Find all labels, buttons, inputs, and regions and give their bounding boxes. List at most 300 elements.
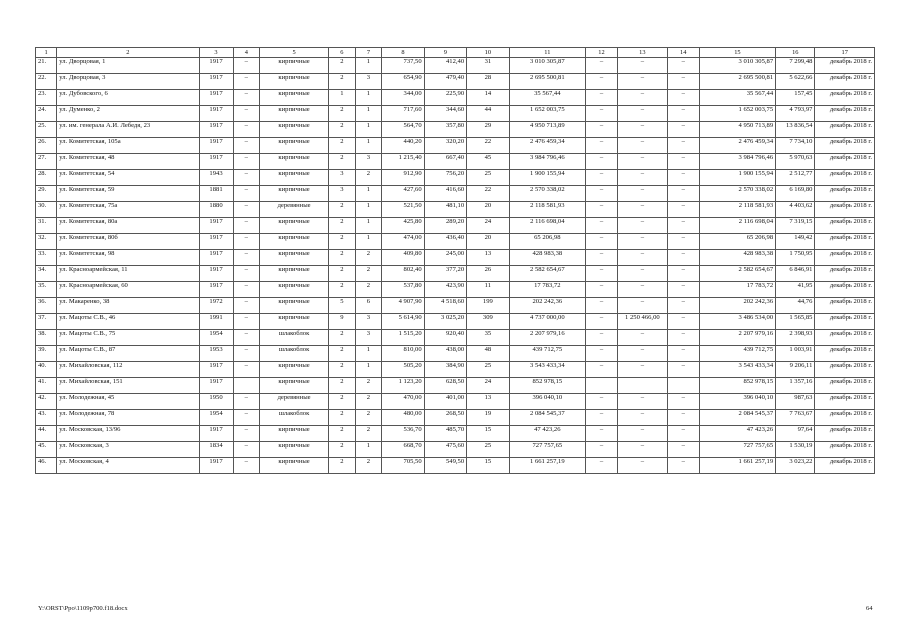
cell-floors: 2: [329, 426, 356, 442]
cell-cost-per-m2: 987,63: [776, 394, 815, 410]
cell-year-built: 1917: [199, 458, 233, 474]
footer-file-path: Y:\ORST\Ppo\1109p700.f18.docx: [38, 605, 128, 612]
cell-entrances: 2: [355, 410, 382, 426]
cell-col-12: –: [586, 138, 618, 154]
cell-entrances: 3: [355, 330, 382, 346]
cell-deadline: декабрь 2018 г.: [815, 202, 875, 218]
cell-total-area: 668,70: [382, 442, 424, 458]
cell-total-cost: 202 242,36: [509, 298, 585, 314]
cell-cost-remaining: 65 206,98: [699, 234, 775, 250]
cell-cost-per-m2: 4 793,97: [776, 106, 815, 122]
cell-floors: 2: [329, 138, 356, 154]
column-number-cell: 11: [509, 48, 585, 58]
cell-col-12: –: [586, 330, 618, 346]
cell-year-built: 1917: [199, 282, 233, 298]
cell-living-area: 289,20: [424, 218, 466, 234]
cell-living-area: 436,40: [424, 234, 466, 250]
cell-col-12: –: [586, 122, 618, 138]
cell-col-13: –: [617, 458, 667, 474]
column-number-cell: 1: [36, 48, 57, 58]
cell-cost-remaining: 17 783,72: [699, 282, 775, 298]
cell-cost-remaining: 3 543 433,34: [699, 362, 775, 378]
cell-col-13: 1 250 466,00: [617, 314, 667, 330]
cell-address: ул. Московская, 13/96: [57, 426, 199, 442]
cell-cost-per-m2: 7 763,67: [776, 410, 815, 426]
cell-cost-per-m2: 1 530,19: [776, 442, 815, 458]
cell-col-4: –: [233, 362, 260, 378]
cell-floors: 2: [329, 458, 356, 474]
table-row: [36, 442, 875, 458]
cell-address: ул. Михайловская, 151: [57, 378, 199, 394]
cell-row-number: 45.: [36, 442, 57, 458]
cell-year-built: 1917: [199, 58, 233, 74]
column-number-cell: 15: [699, 48, 775, 58]
cell-entrances: 3: [355, 154, 382, 170]
cell-entrances: 2: [355, 282, 382, 298]
cell-entrances: 1: [355, 186, 382, 202]
cell-residents: 48: [467, 346, 509, 362]
cell-wall-material: кирпичные: [260, 74, 329, 90]
cell-col-14: –: [667, 458, 699, 474]
cell-living-area: 481,10: [424, 202, 466, 218]
cell-cost-remaining: 439 712,75: [699, 346, 775, 362]
cell-col-13: –: [617, 58, 667, 74]
cell-row-number: 40.: [36, 362, 57, 378]
cell-living-area: 3 025,20: [424, 314, 466, 330]
cell-year-built: 1917: [199, 90, 233, 106]
cell-entrances: 1: [355, 58, 382, 74]
cell-col-13: –: [617, 170, 667, 186]
cell-total-cost: 2 116 698,04: [509, 218, 585, 234]
cell-deadline: декабрь 2018 г.: [815, 346, 875, 362]
cell-cost-per-m2: 6 169,80: [776, 186, 815, 202]
cell-wall-material: кирпичные: [260, 250, 329, 266]
cell-year-built: 1943: [199, 170, 233, 186]
cell-floors: 2: [329, 106, 356, 122]
cell-col-13: –: [617, 298, 667, 314]
cell-address: ул. Московская, 4: [57, 458, 199, 474]
cell-address: ул. Комитетская, 98: [57, 250, 199, 266]
cell-deadline: декабрь 2018 г.: [815, 362, 875, 378]
cell-total-area: 344,00: [382, 90, 424, 106]
cell-address: ул. Красноармейская, 11: [57, 266, 199, 282]
cell-cost-per-m2: 7 319,15: [776, 218, 815, 234]
page-number: 64: [866, 605, 873, 612]
cell-residents: 25: [467, 442, 509, 458]
cell-col-4: –: [233, 266, 260, 282]
cell-residents: 44: [467, 106, 509, 122]
cell-living-area: 756,20: [424, 170, 466, 186]
cell-wall-material: кирпичные: [260, 90, 329, 106]
cell-entrances: 2: [355, 394, 382, 410]
cell-col-13: –: [617, 90, 667, 106]
cell-residents: 19: [467, 410, 509, 426]
cell-total-area: 5 614,90: [382, 314, 424, 330]
cell-row-number: 41.: [36, 378, 57, 394]
cell-col-13: –: [617, 426, 667, 442]
cell-floors: 2: [329, 58, 356, 74]
cell-col-4: –: [233, 218, 260, 234]
cell-deadline: декабрь 2018 г.: [815, 378, 875, 394]
cell-address: ул. Московская, 3: [57, 442, 199, 458]
cell-residents: 25: [467, 362, 509, 378]
cell-total-area: 1 123,20: [382, 378, 424, 394]
table-row: [36, 458, 875, 474]
cell-cost-remaining: 428 983,38: [699, 250, 775, 266]
cell-col-13: –: [617, 346, 667, 362]
cell-deadline: декабрь 2018 г.: [815, 410, 875, 426]
cell-row-number: 27.: [36, 154, 57, 170]
cell-wall-material: кирпичные: [260, 234, 329, 250]
cell-residents: 20: [467, 202, 509, 218]
cell-cost-per-m2: 4 403,62: [776, 202, 815, 218]
cell-col-13: –: [617, 362, 667, 378]
cell-total-area: 427,60: [382, 186, 424, 202]
cell-total-cost: 17 783,72: [509, 282, 585, 298]
cell-address: ул. Комитетская, 80а: [57, 218, 199, 234]
cell-address: ул. Молодежная, 78: [57, 410, 199, 426]
table-row: [36, 394, 875, 410]
cell-year-built: 1917: [199, 426, 233, 442]
column-number-cell: 8: [382, 48, 424, 58]
cell-cost-remaining: 202 242,36: [699, 298, 775, 314]
table-row: [36, 426, 875, 442]
cell-deadline: декабрь 2018 г.: [815, 282, 875, 298]
cell-living-area: 667,40: [424, 154, 466, 170]
table-row: [36, 154, 875, 170]
cell-col-14: –: [667, 58, 699, 74]
cell-residents: 11: [467, 282, 509, 298]
cell-col-12: –: [586, 186, 618, 202]
cell-residents: 199: [467, 298, 509, 314]
cell-residents: 45: [467, 154, 509, 170]
cell-col-14: –: [667, 266, 699, 282]
cell-living-area: 384,90: [424, 362, 466, 378]
cell-cost-per-m2: 9 206,11: [776, 362, 815, 378]
cell-wall-material: кирпичные: [260, 154, 329, 170]
table-row: [36, 218, 875, 234]
cell-deadline: декабрь 2018 г.: [815, 298, 875, 314]
cell-col-12: –: [586, 266, 618, 282]
cell-entrances: 1: [355, 138, 382, 154]
cell-floors: 2: [329, 442, 356, 458]
cell-living-area: 485,70: [424, 426, 466, 442]
cell-wall-material: кирпичные: [260, 362, 329, 378]
cell-col-12: [586, 378, 618, 394]
cell-total-area: 440,20: [382, 138, 424, 154]
cell-col-12: –: [586, 282, 618, 298]
cell-address: ул. Молодежная, 45: [57, 394, 199, 410]
column-number-row: [36, 48, 875, 58]
cell-row-number: 39.: [36, 346, 57, 362]
cell-address: ул. Дворцовая, 1: [57, 58, 199, 74]
cell-cost-per-m2: 3 023,22: [776, 458, 815, 474]
cell-col-13: –: [617, 154, 667, 170]
cell-col-14: –: [667, 426, 699, 442]
table-row: [36, 378, 875, 394]
column-number-cell: 9: [424, 48, 466, 58]
cell-deadline: декабрь 2018 г.: [815, 154, 875, 170]
column-number-cell: 16: [776, 48, 815, 58]
table-row: [36, 298, 875, 314]
cell-col-13: –: [617, 282, 667, 298]
cell-total-cost: 852 978,15: [509, 378, 585, 394]
cell-residents: 22: [467, 186, 509, 202]
cell-col-12: –: [586, 394, 618, 410]
cell-col-4: –: [233, 346, 260, 362]
cell-cost-per-m2: 7 734,10: [776, 138, 815, 154]
cell-year-built: 1917: [199, 234, 233, 250]
cell-total-area: 654,90: [382, 74, 424, 90]
cell-cost-remaining: 1 652 003,75: [699, 106, 775, 122]
cell-col-14: –: [667, 74, 699, 90]
cell-cost-per-m2: 13 836,54: [776, 122, 815, 138]
cell-col-4: –: [233, 58, 260, 74]
cell-year-built: 1881: [199, 186, 233, 202]
cell-wall-material: кирпичные: [260, 298, 329, 314]
cell-cost-remaining: 2 116 698,04: [699, 218, 775, 234]
cell-col-13: –: [617, 74, 667, 90]
cell-floors: 2: [329, 218, 356, 234]
table-row: [36, 250, 875, 266]
cell-col-13: –: [617, 250, 667, 266]
cell-row-number: 34.: [36, 266, 57, 282]
cell-col-14: –: [667, 362, 699, 378]
cell-living-area: 479,40: [424, 74, 466, 90]
cell-floors: 2: [329, 282, 356, 298]
cell-entrances: 2: [355, 266, 382, 282]
cell-floors: 2: [329, 410, 356, 426]
cell-col-12: –: [586, 170, 618, 186]
cell-col-4: –: [233, 202, 260, 218]
cell-col-13: –: [617, 186, 667, 202]
cell-col-12: –: [586, 298, 618, 314]
cell-total-cost: 396 040,10: [509, 394, 585, 410]
cell-floors: 2: [329, 378, 356, 394]
cell-total-area: 521,50: [382, 202, 424, 218]
cell-col-14: –: [667, 330, 699, 346]
cell-row-number: 44.: [36, 426, 57, 442]
cell-residents: 20: [467, 234, 509, 250]
cell-row-number: 31.: [36, 218, 57, 234]
cell-col-12: –: [586, 410, 618, 426]
table-row: [36, 170, 875, 186]
cell-total-cost: 35 567,44: [509, 90, 585, 106]
cell-living-area: 344,60: [424, 106, 466, 122]
cell-floors: 2: [329, 122, 356, 138]
cell-residents: 309: [467, 314, 509, 330]
cell-row-number: 23.: [36, 90, 57, 106]
cell-total-area: 536,70: [382, 426, 424, 442]
cell-entrances: 6: [355, 298, 382, 314]
cell-deadline: декабрь 2018 г.: [815, 234, 875, 250]
cell-col-4: –: [233, 458, 260, 474]
cell-entrances: 2: [355, 170, 382, 186]
cell-residents: 15: [467, 426, 509, 442]
cell-row-number: 37.: [36, 314, 57, 330]
cell-col-14: –: [667, 314, 699, 330]
cell-total-area: 425,80: [382, 218, 424, 234]
cell-total-area: 705,50: [382, 458, 424, 474]
cell-row-number: 24.: [36, 106, 57, 122]
cell-address: ул. им. генерала А.И. Лебедя, 23: [57, 122, 199, 138]
table-row: [36, 106, 875, 122]
cell-col-12: –: [586, 250, 618, 266]
cell-total-area: 474,00: [382, 234, 424, 250]
cell-entrances: 3: [355, 74, 382, 90]
cell-deadline: декабрь 2018 г.: [815, 394, 875, 410]
cell-col-12: –: [586, 90, 618, 106]
cell-living-area: 549,50: [424, 458, 466, 474]
cell-col-4: –: [233, 138, 260, 154]
cell-address: ул. Комитетская, 59: [57, 186, 199, 202]
cell-cost-remaining: 3 984 796,46: [699, 154, 775, 170]
cell-col-14: –: [667, 170, 699, 186]
cell-wall-material: кирпичные: [260, 266, 329, 282]
cell-row-number: 43.: [36, 410, 57, 426]
cell-total-area: 737,50: [382, 58, 424, 74]
table-row: [36, 410, 875, 426]
cell-total-area: 505,20: [382, 362, 424, 378]
cell-year-built: 1954: [199, 330, 233, 346]
column-number-cell: 4: [233, 48, 260, 58]
cell-cost-remaining: 35 567,44: [699, 90, 775, 106]
cell-deadline: декабрь 2018 г.: [815, 218, 875, 234]
table-row: [36, 266, 875, 282]
cell-col-14: –: [667, 250, 699, 266]
cell-floors: 9: [329, 314, 356, 330]
column-number-cell: 6: [329, 48, 356, 58]
cell-cost-per-m2: 6 846,91: [776, 266, 815, 282]
cell-row-number: 46.: [36, 458, 57, 474]
cell-col-13: –: [617, 266, 667, 282]
cell-deadline: декабрь 2018 г.: [815, 90, 875, 106]
cell-year-built: 1917: [199, 362, 233, 378]
cell-wall-material: деревянные: [260, 394, 329, 410]
cell-cost-per-m2: 41,95: [776, 282, 815, 298]
cell-col-12: –: [586, 74, 618, 90]
cell-row-number: 32.: [36, 234, 57, 250]
cell-year-built: 1917: [199, 218, 233, 234]
cell-deadline: декабрь 2018 г.: [815, 442, 875, 458]
cell-entrances: 2: [355, 426, 382, 442]
cell-entrances: 1: [355, 218, 382, 234]
cell-living-area: 412,40: [424, 58, 466, 74]
cell-residents: 24: [467, 378, 509, 394]
cell-total-cost: 2 118 581,93: [509, 202, 585, 218]
cell-floors: 2: [329, 250, 356, 266]
cell-living-area: 320,20: [424, 138, 466, 154]
cell-cost-per-m2: 7 299,48: [776, 58, 815, 74]
cell-col-4: –: [233, 234, 260, 250]
table-row: [36, 346, 875, 362]
cell-total-area: 1 515,20: [382, 330, 424, 346]
table-row: [36, 314, 875, 330]
cell-wall-material: кирпичные: [260, 458, 329, 474]
cell-col-4: –: [233, 314, 260, 330]
cell-living-area: 438,00: [424, 346, 466, 362]
cell-cost-remaining: 2 476 459,34: [699, 138, 775, 154]
cell-entrances: 1: [355, 90, 382, 106]
cell-residents: 29: [467, 122, 509, 138]
cell-col-4: –: [233, 90, 260, 106]
cell-deadline: декабрь 2018 г.: [815, 122, 875, 138]
cell-deadline: декабрь 2018 г.: [815, 106, 875, 122]
column-number-cell: 12: [586, 48, 618, 58]
cell-col-14: –: [667, 410, 699, 426]
cell-residents: 31: [467, 58, 509, 74]
cell-floors: 2: [329, 234, 356, 250]
cell-cost-remaining: 396 040,10: [699, 394, 775, 410]
table-row: [36, 90, 875, 106]
cell-address: ул. Комитетская, 54: [57, 170, 199, 186]
cell-row-number: 33.: [36, 250, 57, 266]
cell-col-4: –: [233, 186, 260, 202]
cell-cost-per-m2: 1 565,85: [776, 314, 815, 330]
cell-residents: 35: [467, 330, 509, 346]
cell-deadline: декабрь 2018 г.: [815, 330, 875, 346]
cell-wall-material: кирпичные: [260, 58, 329, 74]
column-number-cell: 10: [467, 48, 509, 58]
cell-entrances: 2: [355, 250, 382, 266]
cell-residents: 13: [467, 394, 509, 410]
cell-total-cost: 4 950 713,89: [509, 122, 585, 138]
cell-col-14: –: [667, 282, 699, 298]
cell-col-13: –: [617, 106, 667, 122]
cell-cost-per-m2: 5 622,66: [776, 74, 815, 90]
cell-cost-per-m2: 1 750,95: [776, 250, 815, 266]
cell-wall-material: кирпичные: [260, 186, 329, 202]
cell-row-number: 21.: [36, 58, 57, 74]
register-table: [35, 47, 875, 474]
cell-entrances: 1: [355, 442, 382, 458]
column-number-cell: 3: [199, 48, 233, 58]
cell-col-14: –: [667, 106, 699, 122]
cell-col-14: –: [667, 90, 699, 106]
cell-total-area: 4 907,90: [382, 298, 424, 314]
cell-wall-material: шлакоблок: [260, 330, 329, 346]
cell-col-14: –: [667, 442, 699, 458]
cell-col-12: –: [586, 58, 618, 74]
cell-year-built: 1954: [199, 410, 233, 426]
cell-col-12: –: [586, 106, 618, 122]
cell-cost-per-m2: 1 357,16: [776, 378, 815, 394]
cell-col-12: –: [586, 314, 618, 330]
cell-col-14: –: [667, 122, 699, 138]
cell-wall-material: кирпичные: [260, 314, 329, 330]
cell-cost-remaining: 852 978,15: [699, 378, 775, 394]
cell-cost-remaining: 2 084 545,37: [699, 410, 775, 426]
cell-cost-remaining: 2 582 654,67: [699, 266, 775, 282]
cell-total-area: 802,40: [382, 266, 424, 282]
cell-residents: 22: [467, 138, 509, 154]
cell-col-4: –: [233, 106, 260, 122]
cell-living-area: 268,50: [424, 410, 466, 426]
cell-col-4: –: [233, 330, 260, 346]
cell-address: ул. Думенко, 2: [57, 106, 199, 122]
cell-col-13: –: [617, 122, 667, 138]
cell-cost-per-m2: 2 398,93: [776, 330, 815, 346]
cell-cost-remaining: 3 010 305,87: [699, 58, 775, 74]
cell-floors: 2: [329, 74, 356, 90]
cell-year-built: 1972: [199, 298, 233, 314]
cell-total-area: 470,00: [382, 394, 424, 410]
cell-living-area: 245,00: [424, 250, 466, 266]
cell-total-cost: 4 737 000,00: [509, 314, 585, 330]
cell-entrances: 2: [355, 378, 382, 394]
cell-row-number: 26.: [36, 138, 57, 154]
cell-entrances: 1: [355, 202, 382, 218]
